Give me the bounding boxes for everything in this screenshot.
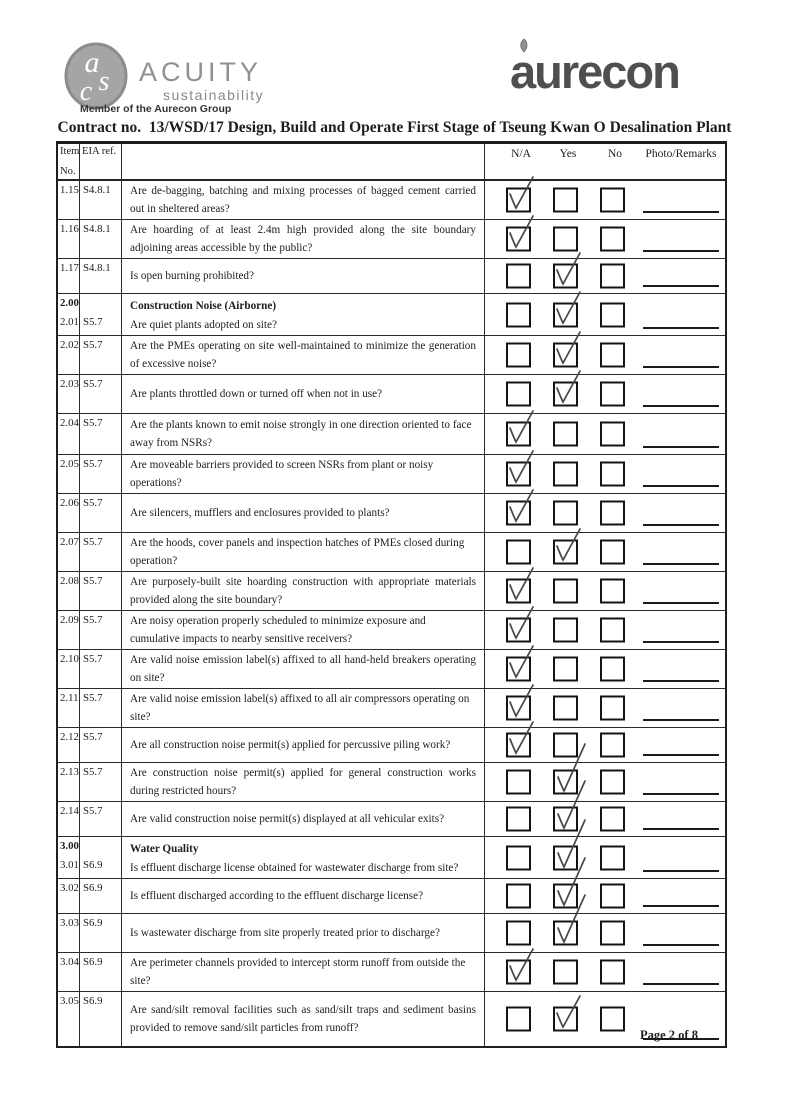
- eia-ref-cell: S4.8.1: [80, 259, 122, 293]
- page-number: Page 2 of 8: [640, 1028, 698, 1042]
- checkbox-yes: [553, 227, 578, 252]
- item-no-cell: [58, 294, 80, 335]
- remarks-line: [643, 641, 719, 643]
- checkbox-yes: [553, 884, 578, 909]
- table-row: [58, 259, 725, 294]
- table-row: [58, 455, 725, 494]
- remarks-line: [643, 793, 719, 795]
- checklist-table: [56, 141, 727, 1048]
- eia-ref-cell: S5.7: [80, 533, 122, 571]
- header-answers: [485, 144, 725, 179]
- eia-ref-cell: S5.7: [80, 414, 122, 454]
- header-photo-remarks: Photo/Remarks: [645, 148, 717, 160]
- checkbox-no: [600, 1007, 625, 1032]
- question-text: Is effluent discharge license obtained for wastewater discharge from site?: [130, 861, 459, 874]
- section-item-no: 2.00: [60, 297, 79, 309]
- item-no: 2.02: [60, 339, 79, 351]
- remarks-line: [643, 870, 719, 872]
- item-no: 3.04: [60, 956, 79, 968]
- checkbox-na: [506, 845, 531, 870]
- acuity-logo-subtitle: sustainability: [163, 87, 265, 103]
- item-no-cell: [58, 879, 80, 913]
- item-no: 3.01: [60, 859, 79, 871]
- question-cell: [122, 650, 485, 688]
- header-item-no: [58, 144, 80, 179]
- question-text: Are purposely-built site hoarding construction with appropriate materials provided along the site boundary?: [130, 576, 476, 606]
- checkbox-na: [506, 501, 531, 526]
- checkbox-na: [506, 733, 531, 758]
- checkbox-yes: [553, 579, 578, 604]
- header-yes: Yes: [559, 148, 577, 160]
- svg-text:c: c: [79, 76, 93, 107]
- acuity-logo-text: ACUITY: [139, 57, 263, 87]
- question-text: Are valid noise emission label(s) affixed to all air compressors operating on site?: [130, 693, 470, 723]
- answers-cell: [485, 336, 725, 374]
- table-row: [58, 181, 725, 220]
- remarks-line: [643, 285, 719, 287]
- checkbox-yes: [553, 1007, 578, 1032]
- question-text: Is wastewater discharge from site properly treated prior to discharge?: [130, 927, 440, 939]
- eia-ref-cell: S6.9: [80, 837, 122, 878]
- item-no-cell: [58, 181, 80, 219]
- checkbox-yes: [553, 770, 578, 795]
- question-text: Are de-bagging, batching and mixing processes of bagged cement carried out in sheltered areas?: [130, 185, 476, 215]
- question-cell: [122, 611, 485, 649]
- item-no-cell: [58, 728, 80, 762]
- item-no: 2.05: [60, 458, 79, 470]
- document-title: Contract no. 13/WSD/17 Design, Build and Operate First Stage of Tseung Kwan O Desalination Plant: [57, 119, 732, 136]
- checkbox-no: [600, 696, 625, 721]
- answers-cell: [485, 220, 725, 258]
- question-text: Are quiet plants adopted on site?: [130, 318, 277, 331]
- checkbox-no: [600, 382, 625, 407]
- item-no-cell: [58, 763, 80, 801]
- eia-ref-cell: S5.7: [80, 802, 122, 836]
- item-no: 1.17: [60, 262, 79, 274]
- table-row: [58, 837, 725, 879]
- question-text: Are plants throttled down or turned off when not in use?: [130, 388, 383, 400]
- remarks-line: [643, 366, 719, 368]
- item-no-cell: [58, 572, 80, 610]
- eia-ref-cell: S5.7: [80, 650, 122, 688]
- checkbox-no: [600, 264, 625, 289]
- item-no: 1.16: [60, 223, 79, 235]
- table-row: [58, 689, 725, 728]
- remarks-line: [643, 828, 719, 830]
- item-no: 2.11: [60, 692, 79, 704]
- member-of-aurecon-line: Member of the Aurecon Group: [80, 103, 232, 115]
- table-row: [58, 953, 725, 992]
- question-cell: [122, 802, 485, 836]
- table-row: [58, 728, 725, 763]
- question-text: Are construction noise permit(s) applied for general construction works during restricted hours?: [130, 767, 476, 797]
- item-no: 1.15: [60, 184, 79, 196]
- checkbox-na: [506, 960, 531, 985]
- question-cell: [122, 953, 485, 991]
- table-row: [58, 992, 725, 1046]
- aurecon-logo-text: aurecon: [510, 45, 679, 98]
- checkbox-yes: [553, 462, 578, 487]
- item-no-cell: [58, 375, 80, 413]
- question-cell: [122, 728, 485, 762]
- header-item-line2: No.: [60, 166, 76, 177]
- checkbox-na: [506, 579, 531, 604]
- question-cell: [122, 763, 485, 801]
- question-cell: [122, 375, 485, 413]
- question-cell: [122, 992, 485, 1046]
- question-text: Is effluent discharged according to the effluent discharge license?: [130, 890, 424, 902]
- checkbox-yes: [553, 696, 578, 721]
- checkbox-na: [506, 188, 531, 213]
- eia-ref-cell: S5.7: [80, 375, 122, 413]
- item-no-cell: [58, 336, 80, 374]
- checkbox-yes: [553, 422, 578, 447]
- checkbox-no: [600, 422, 625, 447]
- table-row: [58, 494, 725, 533]
- item-no-cell: [58, 494, 80, 532]
- item-no: 2.04: [60, 417, 79, 429]
- answers-cell: [485, 953, 725, 991]
- checkbox-na: [506, 382, 531, 407]
- answers-cell: [485, 689, 725, 727]
- checkbox-no: [600, 540, 625, 565]
- item-no: 2.14: [60, 805, 79, 817]
- answers-cell: [485, 879, 725, 913]
- checkbox-no: [600, 188, 625, 213]
- answers-cell: [485, 728, 725, 762]
- checkbox-na: [506, 227, 531, 252]
- table-row: [58, 414, 725, 455]
- checkbox-no: [600, 618, 625, 643]
- answers-cell: [485, 763, 725, 801]
- answers-cell: [485, 837, 725, 878]
- remarks-line: [643, 211, 719, 213]
- item-no-cell: [58, 533, 80, 571]
- checkbox-na: [506, 618, 531, 643]
- checkbox-yes: [553, 618, 578, 643]
- checkbox-no: [600, 733, 625, 758]
- question-text: Are moveable barriers provided to screen NSRs from plant or noisy operations?: [130, 459, 434, 489]
- checkbox-na: [506, 696, 531, 721]
- table-row: [58, 879, 725, 914]
- header-na: N/A: [511, 148, 531, 160]
- table-row: [58, 914, 725, 953]
- checkbox-yes: [553, 657, 578, 682]
- item-no: 3.05: [60, 995, 79, 1007]
- checkbox-yes: [553, 302, 578, 327]
- remarks-line: [643, 563, 719, 565]
- remarks-line: [643, 602, 719, 604]
- checkbox-no: [600, 657, 625, 682]
- question-cell: [122, 220, 485, 258]
- remarks-line: [643, 485, 719, 487]
- checkbox-no: [600, 807, 625, 832]
- table-header-row: [58, 144, 725, 181]
- checkbox-na: [506, 462, 531, 487]
- question-cell: [122, 914, 485, 952]
- eia-ref-cell: S5.7: [80, 689, 122, 727]
- item-no: 2.03: [60, 378, 79, 390]
- item-no-cell: [58, 992, 80, 1046]
- item-no-cell: [58, 953, 80, 991]
- item-no-cell: [58, 650, 80, 688]
- table-row: [58, 220, 725, 259]
- checkbox-yes: [553, 343, 578, 368]
- question-text: Are all construction noise permit(s) applied for percussive piling work?: [130, 739, 451, 751]
- header-item-line1: Item: [60, 146, 80, 157]
- svg-text:s: s: [98, 66, 110, 97]
- question-cell: [122, 879, 485, 913]
- table-row: [58, 572, 725, 611]
- question-text: Are silencers, mufflers and enclosures provided to plants?: [130, 507, 390, 519]
- checkbox-no: [600, 770, 625, 795]
- eia-ref-cell: S6.9: [80, 992, 122, 1046]
- question-text: Are the plants known to emit noise strongly in one direction oriented to face away from NSRs?: [130, 419, 472, 449]
- eia-ref-cell: S5.7: [80, 728, 122, 762]
- item-no-cell: [58, 837, 80, 878]
- remarks-line: [643, 524, 719, 526]
- question-cell: [122, 336, 485, 374]
- table-row: [58, 802, 725, 837]
- checkbox-yes: [553, 540, 578, 565]
- eia-ref-cell: S5.7: [80, 611, 122, 649]
- item-no-cell: [58, 914, 80, 952]
- item-no-cell: [58, 455, 80, 493]
- remarks-line: [643, 719, 719, 721]
- checkbox-no: [600, 302, 625, 327]
- checkbox-no: [600, 921, 625, 946]
- checkbox-yes: [553, 501, 578, 526]
- item-no: 2.10: [60, 653, 79, 665]
- question-text: Are valid construction noise permit(s) displayed at all vehicular exits?: [130, 813, 445, 825]
- svg-text:a: a: [84, 46, 100, 79]
- table-row: [58, 611, 725, 650]
- checkbox-yes: [553, 960, 578, 985]
- question-text: Are noisy operation properly scheduled to minimize exposure and cumulative impacts to nearby sensitive receivers?: [130, 615, 426, 645]
- checkbox-no: [600, 462, 625, 487]
- checkbox-no: [600, 227, 625, 252]
- item-no-cell: [58, 259, 80, 293]
- section-item-no: 3.00: [60, 840, 79, 852]
- checkbox-yes: [553, 733, 578, 758]
- checkbox-no: [600, 343, 625, 368]
- checkbox-yes: [553, 264, 578, 289]
- remarks-line: [643, 680, 719, 682]
- item-no-cell: [58, 414, 80, 454]
- checkbox-na: [506, 422, 531, 447]
- item-no: 2.09: [60, 614, 79, 626]
- item-no-cell: [58, 220, 80, 258]
- checkbox-yes: [553, 845, 578, 870]
- eia-ref-cell: S5.7: [80, 336, 122, 374]
- question-cell: [122, 837, 485, 878]
- answers-cell: [485, 914, 725, 952]
- table-row: [58, 375, 725, 414]
- question-text: Are the PMEs operating on site well-maintained to minimize the generation of excessive noise?: [130, 340, 476, 370]
- question-cell: [122, 455, 485, 493]
- checkbox-yes: [553, 188, 578, 213]
- item-no: 2.06: [60, 497, 79, 509]
- header-eia-ref: EIA ref.: [80, 144, 122, 179]
- checkbox-na: [506, 770, 531, 795]
- question-text: Are perimeter channels provided to intercept storm runoff from outside the site?: [130, 957, 466, 987]
- answers-cell: [485, 611, 725, 649]
- answers-cell: [485, 572, 725, 610]
- answers-cell: [485, 294, 725, 335]
- remarks-line: [643, 405, 719, 407]
- checkbox-na: [506, 343, 531, 368]
- table-row: [58, 336, 725, 375]
- section-title: Water Quality: [130, 843, 199, 855]
- checkbox-no: [600, 845, 625, 870]
- item-no-cell: [58, 802, 80, 836]
- aurecon-logo: [508, 42, 733, 100]
- eia-ref-cell: S5.7: [80, 494, 122, 532]
- item-no: 2.13: [60, 766, 79, 778]
- table-row: [58, 763, 725, 802]
- checkbox-na: [506, 264, 531, 289]
- remarks-line: [643, 983, 719, 985]
- answers-cell: [485, 414, 725, 454]
- checkbox-na: [506, 540, 531, 565]
- question-text: Are sand/silt removal facilities such as sand/silt traps and sediment basins provided to remove sand/silt particles from runoff?: [130, 1004, 476, 1034]
- checkbox-na: [506, 1007, 531, 1032]
- checkbox-yes: [553, 921, 578, 946]
- answers-cell: [485, 375, 725, 413]
- eia-ref-cell: S4.8.1: [80, 220, 122, 258]
- remarks-line: [643, 250, 719, 252]
- question-cell: [122, 689, 485, 727]
- answers-cell: [485, 650, 725, 688]
- question-text: Are valid noise emission label(s) affixed to all hand-held breakers operating on site?: [130, 654, 476, 684]
- answers-cell: [485, 181, 725, 219]
- checkbox-no: [600, 501, 625, 526]
- eia-ref-cell: S5.7: [80, 294, 122, 335]
- question-cell: [122, 572, 485, 610]
- checkbox-no: [600, 960, 625, 985]
- item-no: 2.07: [60, 536, 79, 548]
- remarks-line: [643, 754, 719, 756]
- section-title: Construction Noise (Airborne): [130, 300, 277, 312]
- item-no: 2.01: [60, 316, 79, 328]
- item-no: 3.02: [60, 882, 79, 894]
- eia-ref-cell: S5.7: [80, 763, 122, 801]
- table-row: [58, 294, 725, 336]
- question-text: Is open burning prohibited?: [130, 270, 254, 282]
- table-body: [58, 181, 725, 1046]
- eia-ref-cell: S4.8.1: [80, 181, 122, 219]
- checkbox-na: [506, 921, 531, 946]
- question-text: Are hoarding of at least 2.4m high provided along the site boundary adjoining areas accessible by the public?: [130, 224, 476, 254]
- question-text: Are the hoods, cover panels and inspection hatches of PMEs closed during operation?: [130, 537, 465, 567]
- eia-ref-cell: S5.7: [80, 572, 122, 610]
- answers-cell: [485, 494, 725, 532]
- item-no-cell: [58, 611, 80, 649]
- checkbox-no: [600, 579, 625, 604]
- answers-cell: [485, 259, 725, 293]
- eia-ref-cell: S6.9: [80, 953, 122, 991]
- answers-cell: [485, 533, 725, 571]
- item-no-cell: [58, 689, 80, 727]
- remarks-line: [643, 944, 719, 946]
- answers-cell: [485, 802, 725, 836]
- question-cell: [122, 533, 485, 571]
- table-row: [58, 533, 725, 572]
- eia-ref-cell: S6.9: [80, 914, 122, 952]
- checkbox-na: [506, 302, 531, 327]
- eia-ref-cell: S6.9: [80, 879, 122, 913]
- table-row: [58, 650, 725, 689]
- checkbox-no: [600, 884, 625, 909]
- question-cell: [122, 294, 485, 335]
- question-cell: [122, 259, 485, 293]
- checkbox-na: [506, 884, 531, 909]
- item-no: 3.03: [60, 917, 79, 929]
- item-no: 2.08: [60, 575, 79, 587]
- question-cell: [122, 181, 485, 219]
- checkbox-na: [506, 657, 531, 682]
- item-no: 2.12: [60, 731, 79, 743]
- checkbox-yes: [553, 807, 578, 832]
- checkbox-yes: [553, 382, 578, 407]
- question-cell: [122, 494, 485, 532]
- remarks-line: [643, 327, 719, 329]
- checkbox-na: [506, 807, 531, 832]
- question-cell: [122, 414, 485, 454]
- answers-cell: [485, 455, 725, 493]
- header-no: No: [607, 148, 623, 160]
- header-question-column: [122, 144, 485, 179]
- eia-ref-cell: S5.7: [80, 455, 122, 493]
- remarks-line: [643, 446, 719, 448]
- remarks-line: [643, 905, 719, 907]
